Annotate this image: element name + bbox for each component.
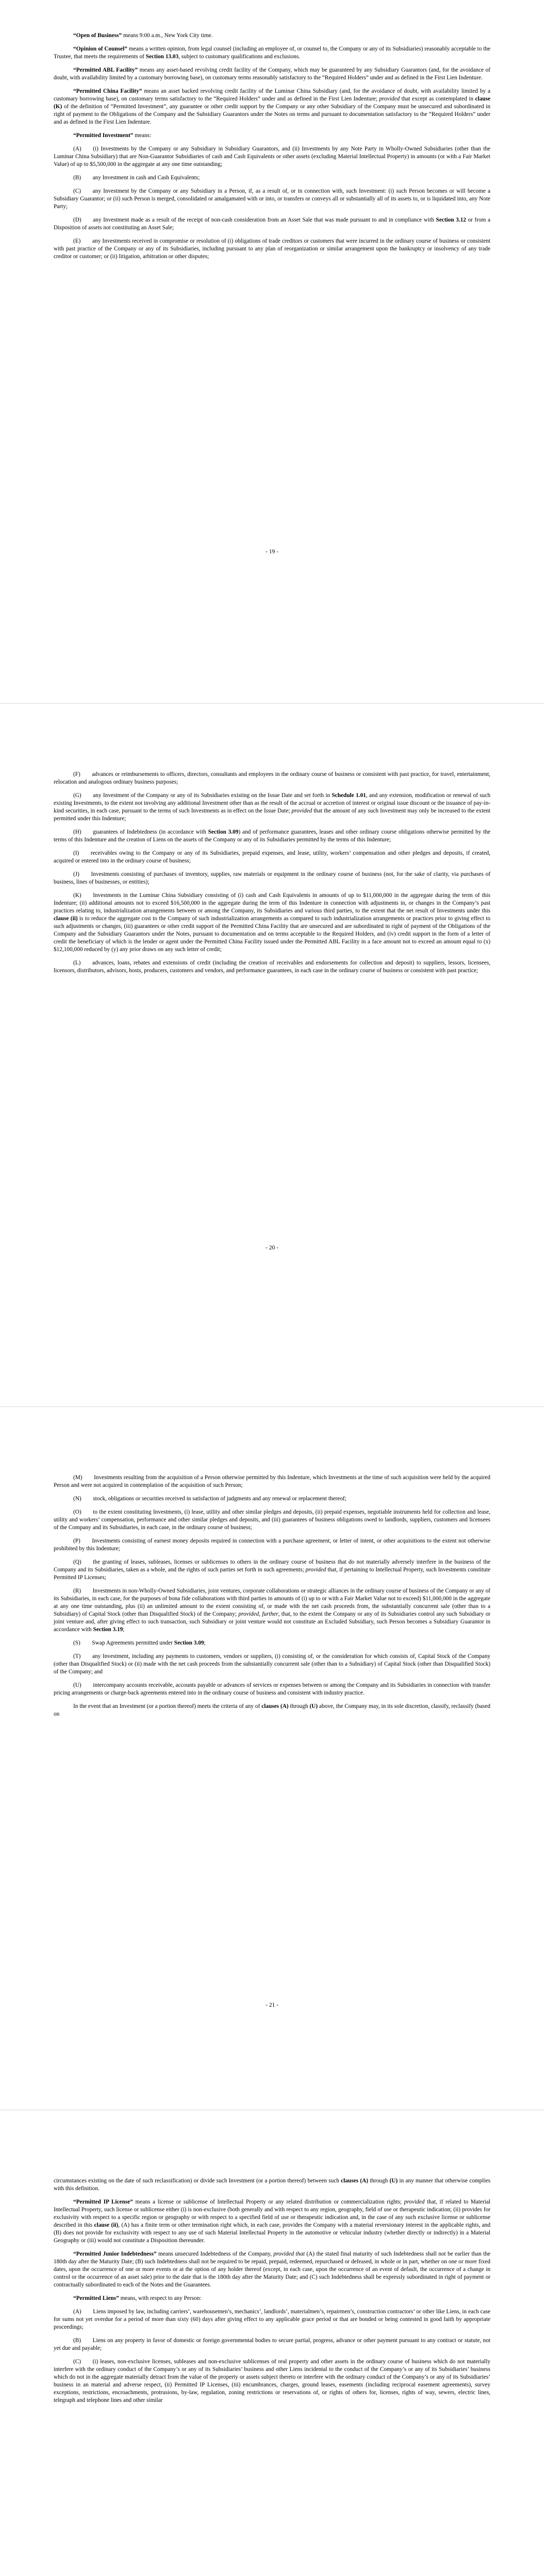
text-run: (D) any Investment made as a result of the receipt of non-cash consideration from an Asset Sale that was made pursuant to and in compliance with — [73, 217, 436, 223]
text-run: clauses (A) — [261, 1703, 289, 1709]
clause-paragraph — [54, 828, 490, 844]
text-run: clause (ii) — [94, 2222, 119, 2228]
text-run: (U) — [389, 2178, 398, 2184]
text-run: Section 3.12 — [436, 217, 466, 223]
text-run: (J) Investments consisting of purchases of inventory, supplies, raw materials or equipment in the ordinary course of business (not, for the sake of clarity, via purchases of business, lines of businesses, or entities); — [54, 871, 490, 885]
definition-paragraph — [54, 2250, 490, 2289]
text-run: provided that — [273, 2251, 305, 2257]
text-run: Section 3.09 — [174, 1640, 204, 1646]
text-run: , — [259, 1611, 262, 1617]
text-run: (S) Swap Agreements permitted under — [73, 1640, 174, 1646]
text-run: means, with respect to any Person: — [119, 2295, 202, 2301]
definition-paragraph — [54, 66, 490, 82]
clause-paragraph — [54, 238, 490, 261]
clause-paragraph — [54, 1474, 490, 1489]
text-run: means any asset-based revolving credit facility of the Company, which may be guaranteed by any Subsidiary Guarantors (and, for the avoidance of doubt, with availability limited by a customary borrowing base), on customary terms reasonably satisfactory to the “Required Holders” under and as defined in the First Lien Indenture. — [54, 67, 490, 81]
text-run: “Opinion of Counsel” — [73, 46, 127, 52]
text-run: , that, to the extent the Company or any of its Subsidiaries control any such Subsidiary or joint venture and, after giving effect to such transaction, such Subsidiary or joint venture would not constitute an Excluded Subsidiary, such Person becomes a Subsidiary Guarantor in accordance with — [54, 1611, 490, 1633]
continuation-paragraph — [54, 2177, 490, 2193]
text-run: that the amount of any such Investment may only be increased to the extent permitted under this Indenture; — [54, 808, 491, 822]
text-run: ; — [123, 1626, 125, 1633]
text-run: clause (ii) — [54, 916, 78, 922]
text-run: (F) advances or reimbursements to officers, directors, consultants and employees in the ordinary course of business or consistent with past practice, for travel, entertainment, relocation and analogous ordinary business purposes; — [54, 771, 490, 785]
clause-paragraph — [54, 2308, 490, 2331]
clause-paragraph — [54, 1509, 490, 1532]
text-run: provided — [238, 1611, 259, 1617]
text-run: (E) any Investments received in compromise or resolution of (i) obligations of trade creditors or customers that were incurred in the ordinary course of business or consistent with past practice of the Company or any of its Subsidiaries, including pursuant to any plan of reorganization or similar arrangement upon the bankruptcy or insolvency of any trade creditor or customer; or (ii) litigation, arbitration or other disputes; — [54, 238, 490, 260]
clause-paragraph — [54, 792, 490, 823]
text-run: (G) any Investment of the Company or any of its Subsidiaries existing on the Issue Date and set forth in — [73, 792, 332, 799]
page-number: - 21 - — [266, 2002, 278, 2008]
text-run: , subject to customary qualifications and exclusions. — [178, 54, 301, 60]
text-run: means 9:00 a.m., New York City time. — [122, 32, 213, 39]
text-run: (A) Liens imposed by law, including carriers’, warehousemen’s, mechanics’, landlords’, materialmen’s, repairmen’s, construction contractors’ or other like Liens, in each case for sums not yet overdue for a period of more than sixty (60) days after giving effect to any applicable grace period or that are bonded or being contested in good faith by appropriate proceedings; — [54, 2309, 490, 2330]
text-run: (H) guarantees of Indebtedness (in accordance with — [73, 829, 208, 835]
text-run: means a written opinion, from legal counsel (including an employee of, or counsel to, the Company or any of its Subsidiaries) reasonably acceptable to the Trustee, that meets the requirements of — [54, 46, 490, 60]
clause-paragraph — [54, 174, 490, 182]
page-number: - 19 - — [266, 549, 278, 555]
clause-paragraph — [54, 145, 490, 168]
text-run: clauses (A) — [341, 2178, 368, 2184]
clause-paragraph — [54, 771, 490, 786]
text-run: (A) (i) Investments by the Company or any Subsidiary in Subsidiary Guarantors, and (ii) Investments by any Note Party in Wholly-Owned Subsidiaries (other than the Luminar China Subsidiary) that are Non-Guarantor Subsidiaries of cash and Cash Equivalents or other assets (excluding Material Intellectual Property) in amounts (or with a Fair Market Value) of up to $5,500,000 in the aggregate at any one time outstanding; — [54, 146, 490, 167]
text-run: Schedule 1.01 — [332, 792, 366, 799]
text-run: (P) Investments consisting of earnest money deposits required in connection with a purchase agreement, or letter of intent, or other acquisitions to the extent not otherwise prohibited by this Indenture; — [54, 1538, 490, 1552]
text-run: (B) any Investment in cash and Cash Equivalents; — [73, 175, 200, 181]
text-run: “Permitted Liens” — [73, 2295, 119, 2301]
clause-paragraph — [54, 871, 490, 886]
text-run: “Permitted Investment” — [73, 132, 134, 139]
text-run: “Open of Business” — [73, 32, 122, 39]
text-run: provided — [379, 96, 400, 102]
text-run: means an asset backed revolving credit facility of the Luminar China Subsidiary (and, for the avoidance of doubt, with availability limited by a customary borrowing base), on customary terms satisfactory to the “Required Holders” under and as defined in the First Lien Indenture; — [54, 88, 490, 102]
definition-paragraph — [54, 2295, 490, 2302]
text-run: is to reduce the aggregate cost to the Company of such industrialization arrangements as compared to such industrialization arrangements or practices prior to giving effect to such adjustments or changes, (iii) guarantees or other credit support of the Permitted China Facility that are unsecured and are subordinated in right of payment of the Obligations of the Company and the Subsidiary Guarantors under the Notes, pursuant to documentation and on terms acceptable to the Required Holders, and (iv) credit support in the form of a letter of credit the beneficiary of which is the lender or agent under the Permitted China Facility issued under the Permitted ABL Facility in a face amount not to exceed an amount equal to (x) $12,100,000 reduced by (y) any prior draws on any such letter of credit; — [54, 916, 490, 953]
page-4 — [0, 2110, 544, 2576]
text-run: that, if related to Material Intellectual Property, such license or sublicense either (i) is non-exclusive (both generally and with respect to any region, geography, field of use or therapeutic indication; (ii) provides for exclusivity with respect to a specific region or geography or with respect to a specified field of use or therapeutic indication and, in the case of any such exclusive license or sublicense described in this — [54, 2199, 491, 2228]
text-run: (B) Liens on any property in favor of domestic or foreign governmental bodies to secure partial, progress, advance or other payment pursuant to any contract or statute, not yet due and payable; — [54, 2337, 490, 2351]
text-run: , (A) has a finite term or other termination right which, in each case, provides the Company with a material reversionary interest in the applicable rights, and (B) does not provide for exclusivity with respect to any use of such Material Intellectual Property in the automotive or vehicular industry (whether directly or indirectly) in a Material Geography or (iii) would not constitute a Disposition thereunder. — [54, 2222, 490, 2244]
text-run: (O) to the extent constituting Investments, (i) lease, utility and other similar pledges and deposits, (ii) prepaid expenses, negotiable instruments held for collection and lease, utility and workers’ compensation, performance and other similar pledges and deposits, and (iii) guarantees of business obligations owed to landlords, suppliers, customers and licensees of the Company and its Subsidiaries, in each case, in the ordinary course of business; — [54, 1509, 490, 1531]
text-run: Section 13.03 — [145, 54, 179, 60]
text-run: circumstances existing on the date of such reclassification) or divide such Investment (or a portion thereof) between such — [54, 2178, 341, 2184]
clause-paragraph — [54, 1703, 490, 1718]
text-run: provided — [404, 2199, 425, 2205]
text-run: (R) Investments in non-Wholly-Owned Subsidiaries, joint ventures, corporate collaborations or strategic alliances in the ordinary course of business of the Company or any of its Subsidiaries, in each case, for the purposes of bona fide collaborations with third parties in amounts of (i) up to or with a Fair Market Value not to exceed) $11,000,000 in the aggregate at any one time outstanding, plus (ii) an unlimited amount to the extent consisting of, or made with the net cash proceeds from, the substantially concurrent sale (other than to a Subsidiary) of Capital Stock (other than Disqualified Stock) of the Company; — [54, 1588, 490, 1617]
text-run: “Permitted ABL Facility” — [73, 67, 138, 73]
clause-paragraph — [54, 959, 490, 975]
clause-paragraph — [54, 1558, 490, 1582]
page-body — [54, 32, 490, 266]
clause-paragraph — [54, 216, 490, 232]
text-run: (Q) the granting of leases, subleases, licenses or sublicenses to others in the ordinary course of business that do not materially adversely interfere in the business of the Company and its Subsidiaries, taken as a whole, and the rights of such parties set forth in such agreements; — [54, 1559, 490, 1573]
definition-paragraph — [54, 2198, 490, 2245]
text-run: through — [288, 1703, 310, 1709]
page-2 — [0, 703, 544, 1406]
text-run: of the definition of “Permitted Investment”, any guarantee or other credit support by the Company or any other Subsidiary of the Company must be unsecured and subordinated in right of payment to the Obligations of the Company and the Subsidiary Guarantors under the Notes on terms and pursuant to documentation satisfactory to the “Required Holders” under and as defined in the First Lien Indenture. — [54, 104, 490, 125]
clause-paragraph — [54, 1587, 490, 1634]
text-run: Section 3.09 — [208, 829, 239, 835]
clause-paragraph — [54, 1653, 490, 1676]
clause-paragraph — [54, 2337, 490, 2352]
text-run: (M) Investments resulting from the acquisition of a Person otherwise permitted by this Indenture, which Investments at the time of such acquisition were held by the acquired Person and were not acquired in contemplation of the acquisition of such Person; — [54, 1475, 490, 1488]
page-3 — [0, 1406, 544, 2110]
text-run: “Permitted China Facility” — [73, 88, 142, 94]
clause-paragraph — [54, 2358, 490, 2404]
text-run: means a license or sublicense of Intellectual Property or any related distribution or commercialization rights; — [133, 2199, 404, 2205]
text-run: (T) any Investment, including any payments to customers, vendors or suppliers, (i) consisting of, or the consideration for which consists of, Capital Stock of the Company (other than Disqualified Stock) or (ii) made with the net cash proceeds from the substantially concurrent sale (other than to a Subsidiary) of Capital Stock (other than Disqualified Stock) of the Company; and — [54, 1653, 490, 1675]
definition-paragraph — [54, 45, 490, 61]
page-1 — [0, 0, 544, 703]
clause-paragraph — [54, 1495, 490, 1503]
text-run: further — [262, 1611, 278, 1617]
text-run: provided — [305, 1567, 326, 1573]
text-run: means unsecured Indebtedness of the Company, — [156, 2251, 274, 2257]
clause-paragraph — [54, 1682, 490, 1697]
text-run: or from a Disposition of assets not constituting an Asset Sale; — [54, 217, 490, 231]
page-body — [54, 1474, 490, 1724]
definition-paragraph — [54, 88, 490, 126]
text-run: , and any extension, modification or renewal of such existing Investments, to the extent not involving any additional Investment other than as the result of the accrual or accretion of interest or original issue discount or the issuance of pay-in-kind securities, in each case, pursuant to the terms of such Investments as in effect on the Issue Date; — [54, 792, 490, 814]
text-run: In the event that an Investment (or a portion thereof) meets the criteria of any of — [73, 1703, 262, 1709]
text-run: in any manner that otherwise complies with this definition. — [54, 2178, 490, 2192]
text-run: (A) the stated final maturity of such Indebtedness shall not be earlier than the 180th day after the Maturity Date; (B) such Indebtedness shall not be required to be repaid, prepaid, redeemed, repurchased or defeased, in whole or in part, whether on one or more fixed dates, upon the occurrence of one or more events or at the option of any holder thereof (except, in each case, upon the occurrence of an event of default, the occurrence of a change in control or the occurrence of an asset sale) prior to the date that is the 180th day after the Maturity Date; and (C) such Indebtedness shall be expressly subordinated in right of payment or contractually subordinated to each of the Notes and the Guarantees. — [54, 2251, 490, 2288]
definition-paragraph — [54, 132, 490, 140]
text-run: ; — [204, 1640, 206, 1646]
text-run: that except as contemplated in — [400, 96, 475, 102]
text-run: (L) advances, loans, rebates and extensions of credit (including the creation of receivables and endorsements for collection and deposit) to suppliers, lessors, licensees, licensors, distributors, advisors, hosts, producers, customers and vendors, and performance guarantees, in each case in the ordinary course of business or consistent with past practice; — [54, 960, 490, 974]
page-body — [54, 2177, 490, 2410]
text-run: (N) stock, obligations or securities received in satisfaction of judgments and any renewal or replacement thereof; — [73, 1496, 347, 1502]
text-run: through — [368, 2178, 390, 2184]
text-run: above, the Company may, in its sole discretion, classify, reclassify (based on — [54, 1703, 490, 1717]
text-run: provided — [291, 808, 312, 814]
clause-paragraph — [54, 892, 490, 954]
clause-paragraph — [54, 850, 490, 865]
text-run: clause (K) — [54, 96, 490, 110]
clause-paragraph — [54, 188, 490, 211]
text-run: ) and of performance guarantees, leases and other ordinary course obligations otherwise permitted by the terms of this Indenture and the creation of Liens on the assets of the Company or any of its Subsidiaries permitted by the terms of this Indenture; — [54, 829, 490, 843]
text-run: means: — [133, 132, 152, 139]
definition-paragraph — [54, 32, 490, 40]
text-run: (C) (i) leases, non-exclusive licenses, subleases and non-exclusive sublicenses of real property and other assets in the ordinary course of business which do not materially interfere with the ordinary conduct of the Company’s or any of its Subsidiaries’ business and other Liens incidental to the conduct of the Company’s or any of its Subsidiaries’ business which do not in the aggregate materially detract from the value of the property or assets subject thereto or interfere with the ordinary conduct of the Company’s or any of its Subsidiaries’ business in an material and adverse respect, (ii) Permitted IP Licenses, (iii) encumbrances, charges, ground leases, easements (including reciprocal easement agreements), survey exceptions, restrictions, encroachments, protrusions, by-law, regulation, zoning restrictions or reservations of, or rights of others for, licenses, rights of way, sewers, electric lines, telegraph and telephone lines and other similar — [54, 2359, 490, 2403]
text-run: (I) receivables owing to the Company or any of its Subsidiaries, prepaid expenses, and lease, utility, workers’ compensation and other pledges and deposits, if created, acquired or entered into in the ordinary course of business; — [54, 850, 490, 864]
text-run: “Permitted Junior Indebtedness” — [73, 2251, 157, 2257]
text-run: that, if pertaining to Intellectual Property, such Investments constitute Permitted IP Licenses; — [54, 1567, 490, 1581]
page-number: - 20 - — [266, 1245, 278, 1251]
clause-paragraph — [54, 1537, 490, 1553]
text-run: (U) — [309, 1703, 318, 1709]
text-run: (K) Investments in the Luminar China Subsidiary consisting of (i) cash and Cash Equivalents in amounts of up to $11,000,000 in the aggregate during the term of this Indenture; (ii) additional amounts not to exceed $16,500,000 in the aggregate during the term of this Indenture in connection with adjustments in, or changes in the Company’s past practices relating to, industrialization arrangements between or among the Company, its Subsidiaries and various third parties, to the extent that the net result of Investments under this — [54, 892, 490, 914]
text-run: “Permitted IP License” — [73, 2199, 133, 2205]
text-run: (U) intercompany accounts receivable, accounts payable or advances of services or expenses between or among the Company and its Subsidiaries in connection with transfer pricing arrangements or charge-back agreements entered into in the ordinary course of business and consistent with industry practice. — [54, 1682, 490, 1696]
clause-paragraph — [54, 1639, 490, 1647]
text-run: (C) any Investment by the Company or any Subsidiary in a Person, if, as a result of, or in connection with, such Investment: (i) such Person becomes or will become a Subsidiary Guarantor; or (ii) such Person is merged, consolidated or amalgamated with or into, or transfers or conveys all or substantially all of its assets to, or is liquidated into, any Note Party; — [54, 188, 490, 210]
page-body — [54, 771, 490, 980]
text-run: Section 3.19 — [93, 1626, 123, 1633]
